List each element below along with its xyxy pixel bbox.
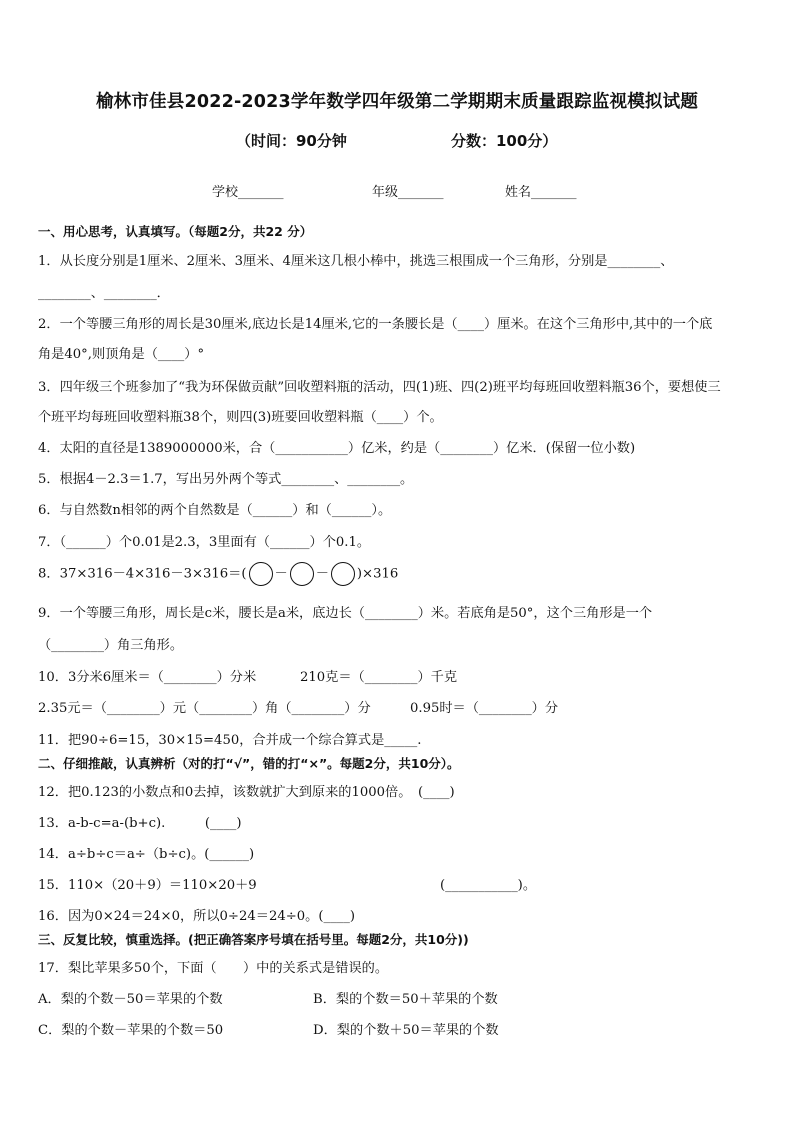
question-11: 11．把90÷6=15，30×15=450，合并成一个综合算式是_____.: [38, 733, 422, 748]
question-13: 13．a-b-c=a-(b+c). (____): [38, 816, 242, 831]
question-8-expression-right: )×316: [356, 566, 399, 582]
option-b: B．梨的个数＝50＋苹果的个数: [313, 992, 498, 1007]
option-c: C．梨的个数－苹果的个数＝50: [38, 1023, 224, 1038]
exam-time: （时间：90分钟: [236, 132, 347, 150]
question-3-line-1: 3．四年级三个班参加了“我为环保做贡献”回收塑料瓶的活动，四(1)班、四(2)班平均每班回收塑料瓶36个，要想使三: [38, 380, 721, 395]
question-10-line-2-part-2: 0.95时＝（________）分: [410, 701, 559, 716]
question-9-line-2: （________）角三角形。: [38, 638, 184, 653]
section-1-heading: 一、用心思考，认真填写。（每题2分，共22 分）: [38, 224, 313, 239]
name-field: 姓名_______: [505, 185, 577, 200]
option-a: A．梨的个数－50＝苹果的个数: [38, 992, 223, 1007]
question-10-line-2-part-1: 2.35元＝（________）元（________）角（________）分: [38, 701, 371, 716]
grade-field: 年级_______: [372, 185, 444, 200]
question-16: 16．因为0×24＝24×0，所以0÷24＝24÷0。(____): [38, 909, 356, 924]
section-2-heading: 二、仔细推敲，认真辨析（对的打“√”，错的打“×”。每题2分，共10分）。: [38, 756, 460, 771]
question-12: 12．把0.123的小数点和0去掉，该数就扩大到原来的1000倍。 (____): [38, 785, 455, 800]
question-9-line-1: 9．一个等腰三角形，周长是c米，腰长是a米，底边长（________）米。若底角是50°，这个三角形是一个: [38, 606, 653, 621]
question-10-line-1-part-1: 10．3分米6厘米＝（________）分米: [38, 670, 257, 685]
question-14: 14．a÷b÷c＝a÷（b÷c)。(______): [38, 847, 255, 862]
circle-blank-1: [249, 562, 273, 586]
question-1-line-1: 1．从长度分别是1厘米、2厘米、3厘米、4厘米这几根小棒中，挑选三根围成一个三角形，分别是________、: [38, 254, 674, 269]
minus-sign-1: －: [274, 566, 288, 582]
question-7: 7．（______）个0.01是2.3，3里面有（______）个0.1。: [38, 535, 371, 550]
school-field: 学校_______: [212, 185, 284, 200]
section-3-heading: 三、反复比较，慎重选择。(把正确答案序号填在括号里。每题2分，共10分)): [38, 932, 469, 947]
question-2-line-2: 角是40°,则顶角是（____）°: [38, 347, 205, 362]
question-8-expression-left: 8．37×316－4×316－3×316＝(: [38, 566, 247, 582]
exam-score: 分数：100分）: [451, 132, 558, 150]
question-8: [38, 562, 398, 586]
question-3-line-2: 个班平均每班回收塑料瓶38个，则四(3)班要回收塑料瓶（____）个。: [38, 410, 443, 425]
question-6: 6．与自然数n相邻的两个自然数是（______）和（______）。: [38, 503, 392, 518]
circle-blank-2: [290, 562, 314, 586]
question-2-line-1: 2．一个等腰三角形的周长是30厘米,底边长是14厘米,它的一条腰长是（____）厘米。在这个三角形中,其中的一个底: [38, 317, 713, 332]
question-4: 4．太阳的直径是1389000000米，合（___________）亿米，约是（________）亿米．(保留一位小数): [38, 441, 636, 456]
question-15-statement: 15．110×（20＋9）＝110×20＋9: [38, 878, 257, 893]
question-10-line-1-part-2: 210克＝（________）千克: [300, 670, 458, 685]
circle-blank-3: [331, 562, 355, 586]
question-15-answer-blank: (___________)。: [440, 878, 537, 893]
minus-sign-2: －: [315, 566, 329, 582]
question-5: 5．根据4－2.3＝1.7，写出另外两个等式________、________。: [38, 472, 414, 487]
page-title: 榆林市佳县2022-2023学年数学四年级第二学期期末质量跟踪监视模拟试题: [95, 92, 699, 112]
question-1-line-2: ________、________．: [38, 286, 170, 301]
option-d: D．梨的个数＋50＝苹果的个数: [313, 1023, 499, 1038]
question-17: 17．梨比苹果多50个，下面（ ）中的关系式是错误的。: [38, 961, 389, 976]
